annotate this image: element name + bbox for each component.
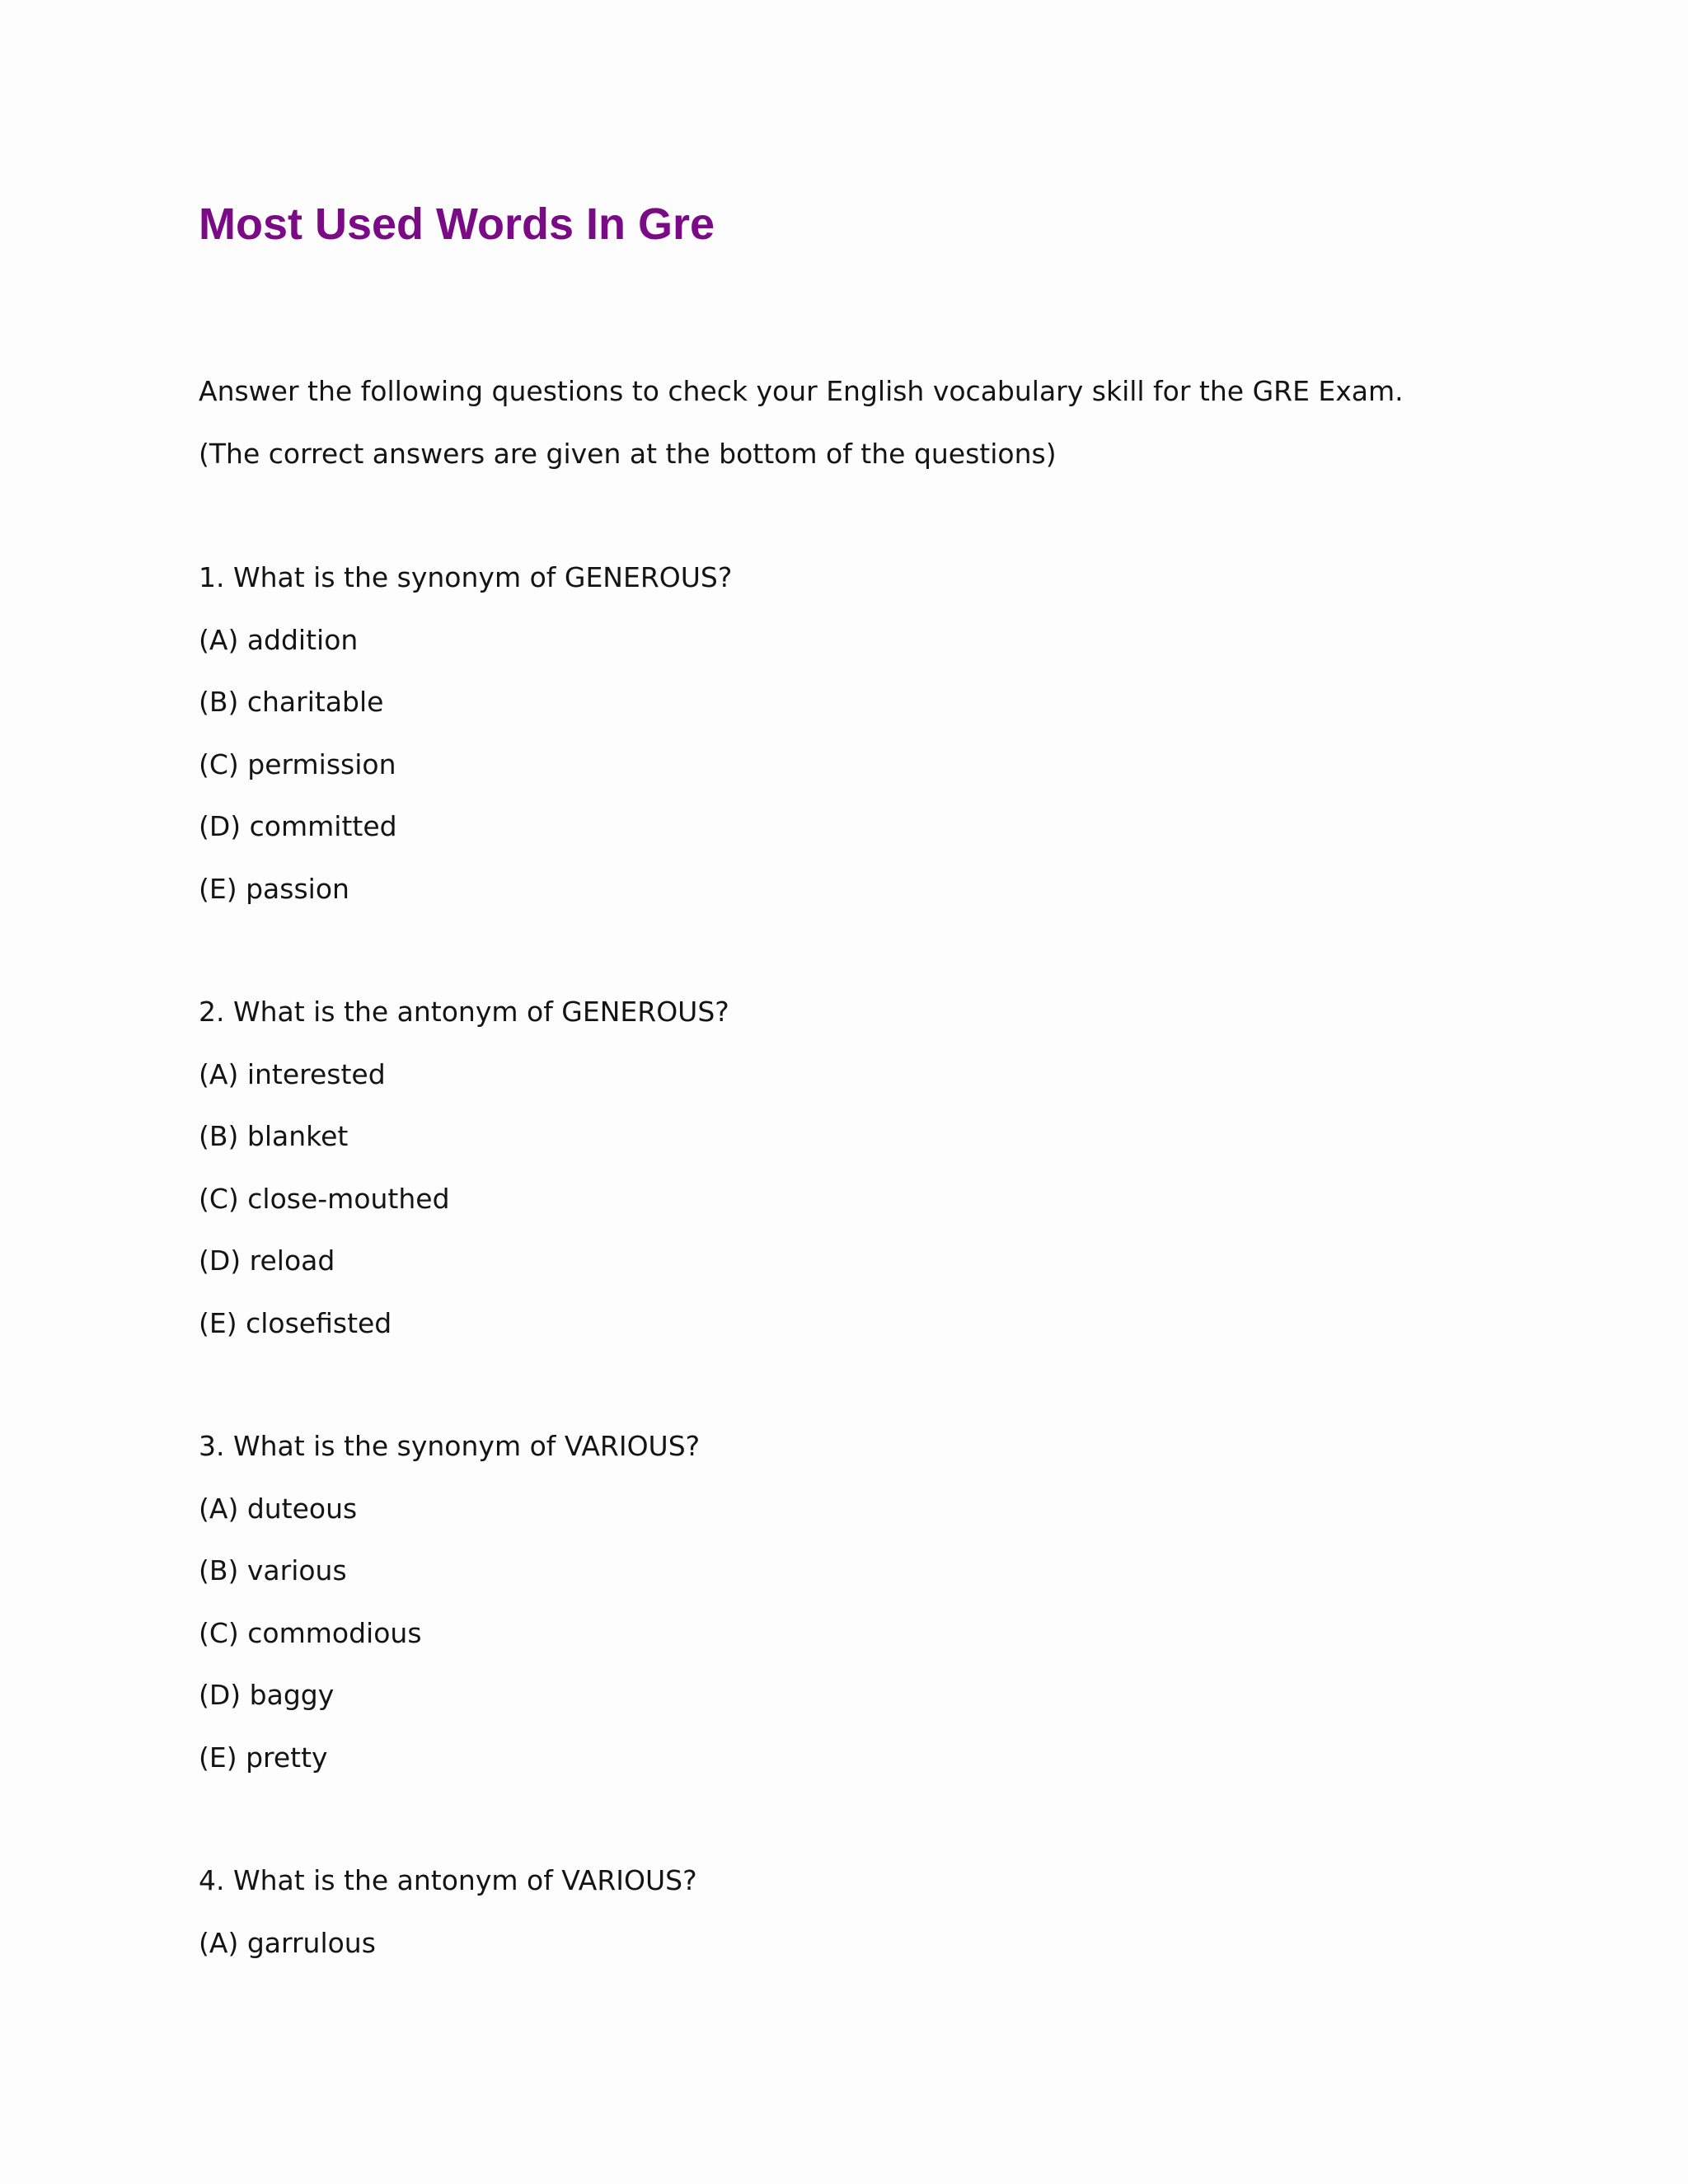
answer-option: (D) reload: [199, 1244, 335, 1277]
answer-option: (A) garrulous: [199, 1927, 376, 1959]
answer-option: (C) commodious: [199, 1617, 422, 1649]
question-prompt: 4. What is the antonym of VARIOUS?: [199, 1864, 697, 1896]
answer-option: (D) baggy: [199, 1679, 335, 1711]
answer-option: (B) charitable: [199, 686, 384, 718]
question-prompt: 1. What is the synonym of GENEROUS?: [199, 561, 733, 593]
answer-option: (C) close-mouthed: [199, 1183, 450, 1215]
page-title: Most Used Words In Gre: [199, 199, 715, 249]
answer-option: (D) committed: [199, 810, 397, 842]
answer-option: (B) blanket: [199, 1120, 349, 1152]
intro-note: (The correct answers are given at the bottom of the questions): [199, 438, 1057, 470]
answer-option: (A) duteous: [199, 1493, 358, 1525]
answer-option: (A) addition: [199, 624, 359, 656]
answer-option: (E) closefisted: [199, 1307, 392, 1339]
answer-option: (E) pretty: [199, 1741, 328, 1774]
intro-text: Answer the following questions to check your English vocabulary skill for the GRE Exam.: [199, 375, 1404, 407]
answer-option: (C) permission: [199, 748, 396, 780]
question-prompt: 2. What is the antonym of GENEROUS?: [199, 996, 729, 1028]
answer-option: (E) passion: [199, 873, 349, 905]
answer-option: (A) interested: [199, 1058, 386, 1090]
question-prompt: 3. What is the synonym of VARIOUS?: [199, 1430, 701, 1462]
answer-option: (B) various: [199, 1554, 347, 1586]
